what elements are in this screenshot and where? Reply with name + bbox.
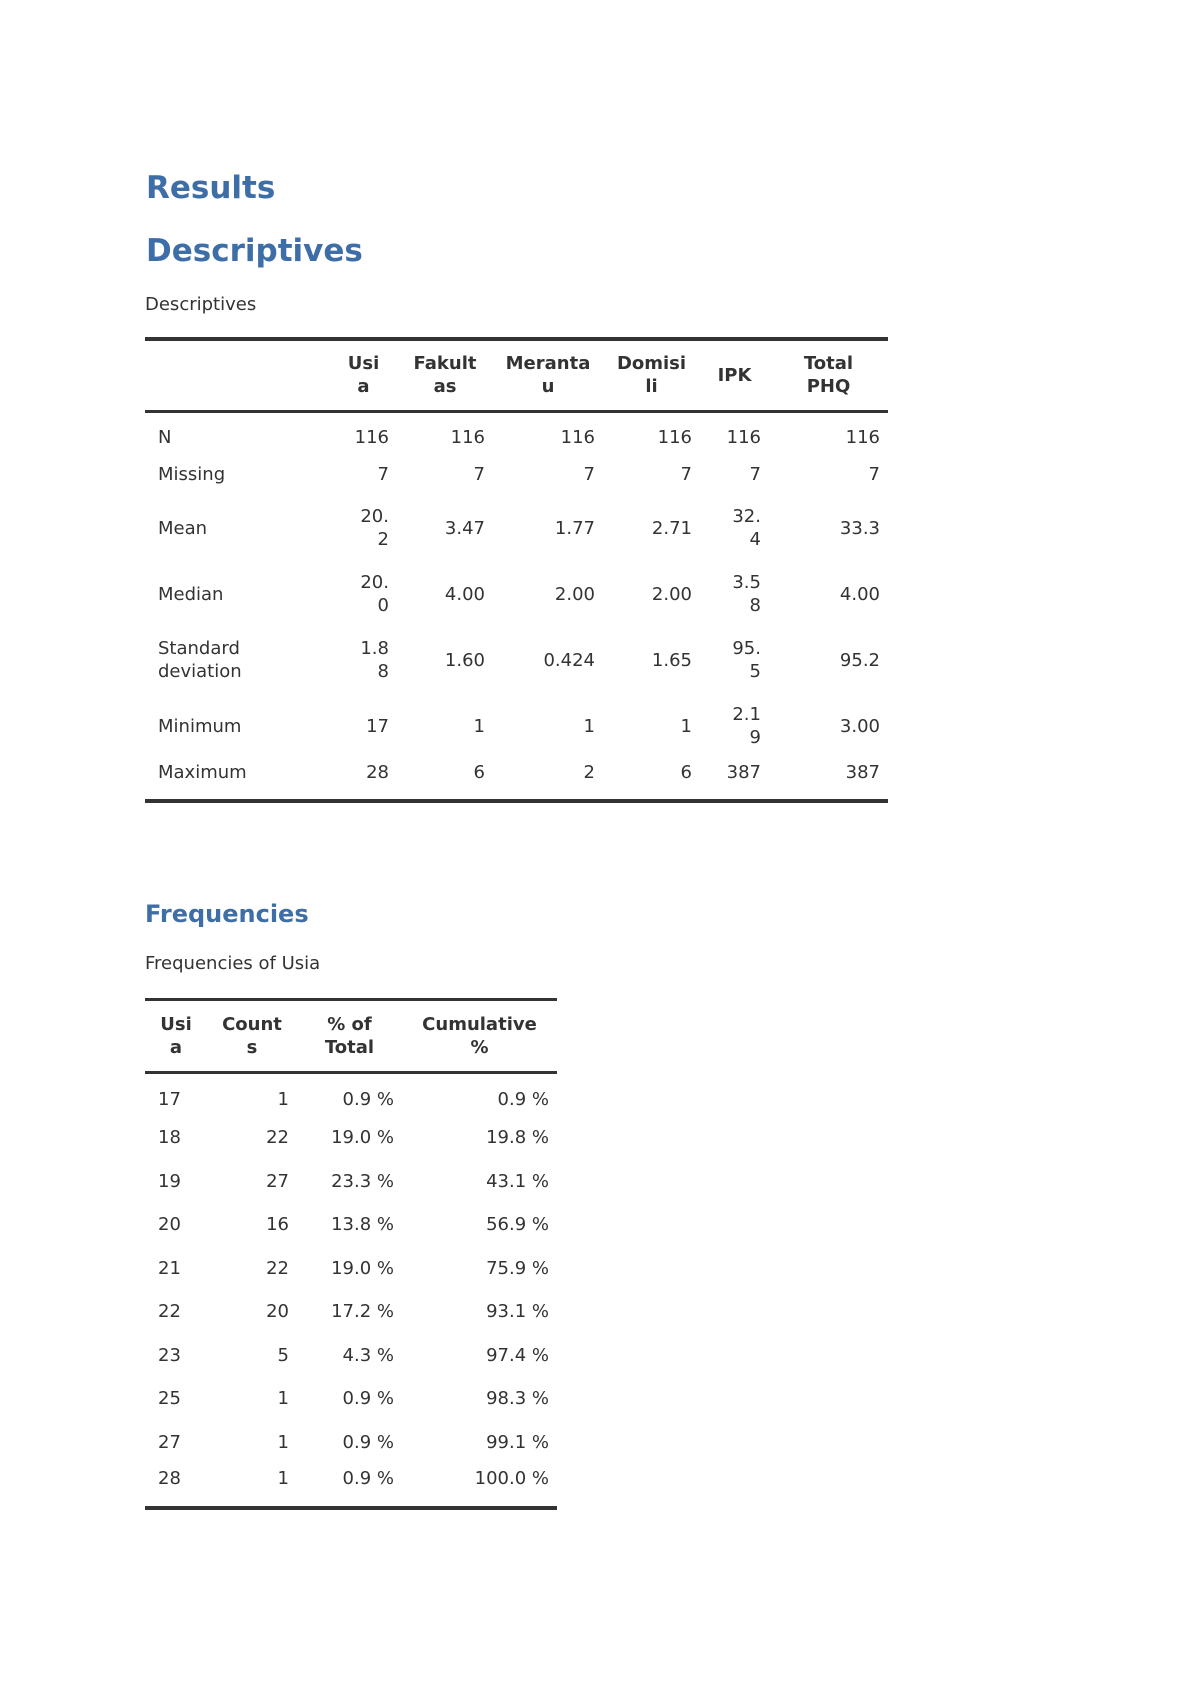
table-cell: 387 — [845, 761, 880, 783]
table-cell: 27 — [158, 1431, 181, 1453]
table-cell: 19.0 % — [331, 1127, 394, 1149]
table-cell: 1 — [277, 1388, 289, 1410]
descriptives-header-row — [145, 339, 888, 411]
table-row — [145, 693, 888, 759]
table-cell: 22 — [158, 1301, 181, 1323]
table-cell: 0.9 % — [342, 1388, 394, 1410]
table-cell: 21 — [158, 1257, 181, 1279]
table-cell: 116 — [560, 427, 595, 449]
table-cell: 13.8 % — [331, 1214, 394, 1236]
table-cell: 27 — [266, 1170, 289, 1192]
table-cell: 116 — [450, 427, 485, 449]
table-cell: 0.424 — [543, 649, 595, 671]
header-cell: % of Total — [324, 1014, 375, 1058]
table-cell: 7 — [377, 463, 389, 485]
row-label: Standard deviation — [158, 638, 242, 682]
header-cell: Domisi li — [616, 353, 687, 398]
table-cell: 20. 2 — [360, 506, 389, 550]
table-cell: 95. 5 — [732, 638, 761, 682]
table-cell: 28 — [158, 1468, 181, 1490]
table-cell: 1 — [583, 715, 595, 737]
table-row — [145, 1247, 557, 1291]
table-cell: 1 — [277, 1431, 289, 1453]
results-heading: Results — [146, 170, 276, 206]
table-cell: 2.1 9 — [732, 704, 761, 748]
table-cell: 95.2 — [839, 649, 880, 671]
row-label: N — [158, 427, 172, 449]
table-row — [145, 561, 888, 627]
table-row — [145, 759, 888, 801]
table-row — [145, 1334, 557, 1378]
header-cell: Usi a — [160, 1014, 192, 1058]
table-cell: 0.9 % — [497, 1088, 549, 1110]
table-cell: 7 — [583, 463, 595, 485]
table-cell: 17 — [158, 1088, 181, 1110]
table-cell: 1.65 — [651, 649, 692, 671]
header-cell: Total PHQ — [803, 353, 854, 398]
table-cell: 20 — [266, 1301, 289, 1323]
table-cell: 7 — [473, 463, 485, 485]
table-cell: 6 — [473, 761, 485, 783]
table-cell: 116 — [354, 427, 389, 449]
table-row — [145, 1116, 557, 1160]
table-cell: 20 — [158, 1214, 181, 1236]
table-cell: 98.3 % — [486, 1388, 549, 1410]
header-cell: Usi a — [347, 353, 380, 398]
table-cell: 2.71 — [651, 517, 692, 539]
table-cell: 22 — [266, 1127, 289, 1149]
table-cell: 17 — [366, 715, 389, 737]
table-row — [145, 453, 888, 495]
table-cell: 1.60 — [444, 649, 485, 671]
table-cell: 23 — [158, 1344, 181, 1366]
frequencies-heading: Frequencies — [145, 900, 309, 928]
table-cell: 18 — [158, 1127, 181, 1149]
table-cell: 4.00 — [444, 583, 485, 605]
descriptives-caption: Descriptives — [145, 294, 257, 315]
table-cell: 4.3 % — [342, 1344, 394, 1366]
row-label: Mean — [158, 517, 208, 539]
table-cell: 3.00 — [839, 715, 880, 737]
table-cell: 22 — [266, 1257, 289, 1279]
row-label: Median — [158, 583, 224, 605]
table-row — [145, 1290, 557, 1334]
descriptives-table — [145, 337, 888, 803]
row-label: Missing — [158, 463, 226, 485]
table-row — [145, 411, 888, 453]
table-row — [145, 627, 888, 693]
header-cell: Count s — [222, 1014, 282, 1058]
table-cell: 19.8 % — [486, 1127, 549, 1149]
row-label: Maximum — [158, 761, 247, 783]
table-row — [145, 1073, 557, 1117]
table-cell: 93.1 % — [486, 1301, 549, 1323]
table-cell: 4.00 — [839, 583, 880, 605]
header-cell: Meranta u — [505, 353, 591, 398]
table-cell: 387 — [726, 761, 761, 783]
table-cell: 0.9 % — [342, 1468, 394, 1490]
table-cell: 99.1 % — [486, 1431, 549, 1453]
table-cell: 33.3 — [839, 517, 880, 539]
table-row — [145, 1464, 557, 1508]
table-cell: 116 — [845, 427, 880, 449]
table-cell: 3.47 — [444, 517, 485, 539]
table-cell: 20. 0 — [360, 572, 389, 616]
table-cell: 19 — [158, 1170, 181, 1192]
table-cell: 0.9 % — [342, 1088, 394, 1110]
table-row — [145, 1203, 557, 1247]
table-cell: 1.8 8 — [360, 638, 389, 682]
table-cell: 97.4 % — [486, 1344, 549, 1366]
table-cell: 0.9 % — [342, 1431, 394, 1453]
table-cell: 3.5 8 — [732, 572, 761, 616]
table-cell: 1 — [277, 1468, 289, 1490]
table-row — [145, 1160, 557, 1204]
frequencies-caption: Frequencies of Usia — [145, 953, 321, 974]
row-label: Minimum — [158, 715, 242, 737]
table-cell: 56.9 % — [486, 1214, 549, 1236]
table-cell: 25 — [158, 1388, 181, 1410]
table-cell: 19.0 % — [331, 1257, 394, 1279]
frequencies-table — [145, 998, 557, 1510]
table-cell: 1 — [473, 715, 485, 737]
header-cell: IPK — [717, 364, 752, 386]
table-cell: 2.00 — [554, 583, 595, 605]
table-cell: 1 — [680, 715, 692, 737]
table-cell: 5 — [277, 1344, 289, 1366]
table-row — [145, 1377, 557, 1421]
table-cell: 7 — [749, 463, 761, 485]
table-cell: 7 — [868, 463, 880, 485]
table-cell: 6 — [680, 761, 692, 783]
frequencies-header-row — [145, 1000, 557, 1073]
table-cell: 28 — [366, 761, 389, 783]
table-cell: 116 — [657, 427, 692, 449]
table-cell: 116 — [726, 427, 761, 449]
table-cell: 100.0 % — [474, 1468, 549, 1490]
table-cell: 2.00 — [651, 583, 692, 605]
header-cell: Cumulative % — [422, 1014, 537, 1058]
table-cell: 2 — [583, 761, 595, 783]
table-row — [145, 1421, 557, 1465]
header-cell: Fakult as — [413, 353, 477, 398]
table-cell: 1 — [277, 1088, 289, 1110]
table-cell: 32. 4 — [732, 506, 761, 550]
table-cell: 16 — [266, 1214, 289, 1236]
table-cell: 17.2 % — [331, 1301, 394, 1323]
table-cell: 7 — [680, 463, 692, 485]
header-cell — [145, 339, 330, 411]
table-cell: 1.77 — [554, 517, 595, 539]
table-cell: 75.9 % — [486, 1257, 549, 1279]
table-cell: 43.1 % — [486, 1170, 549, 1192]
descriptives-heading: Descriptives — [146, 233, 363, 269]
table-row — [145, 495, 888, 561]
table-cell: 23.3 % — [331, 1170, 394, 1192]
